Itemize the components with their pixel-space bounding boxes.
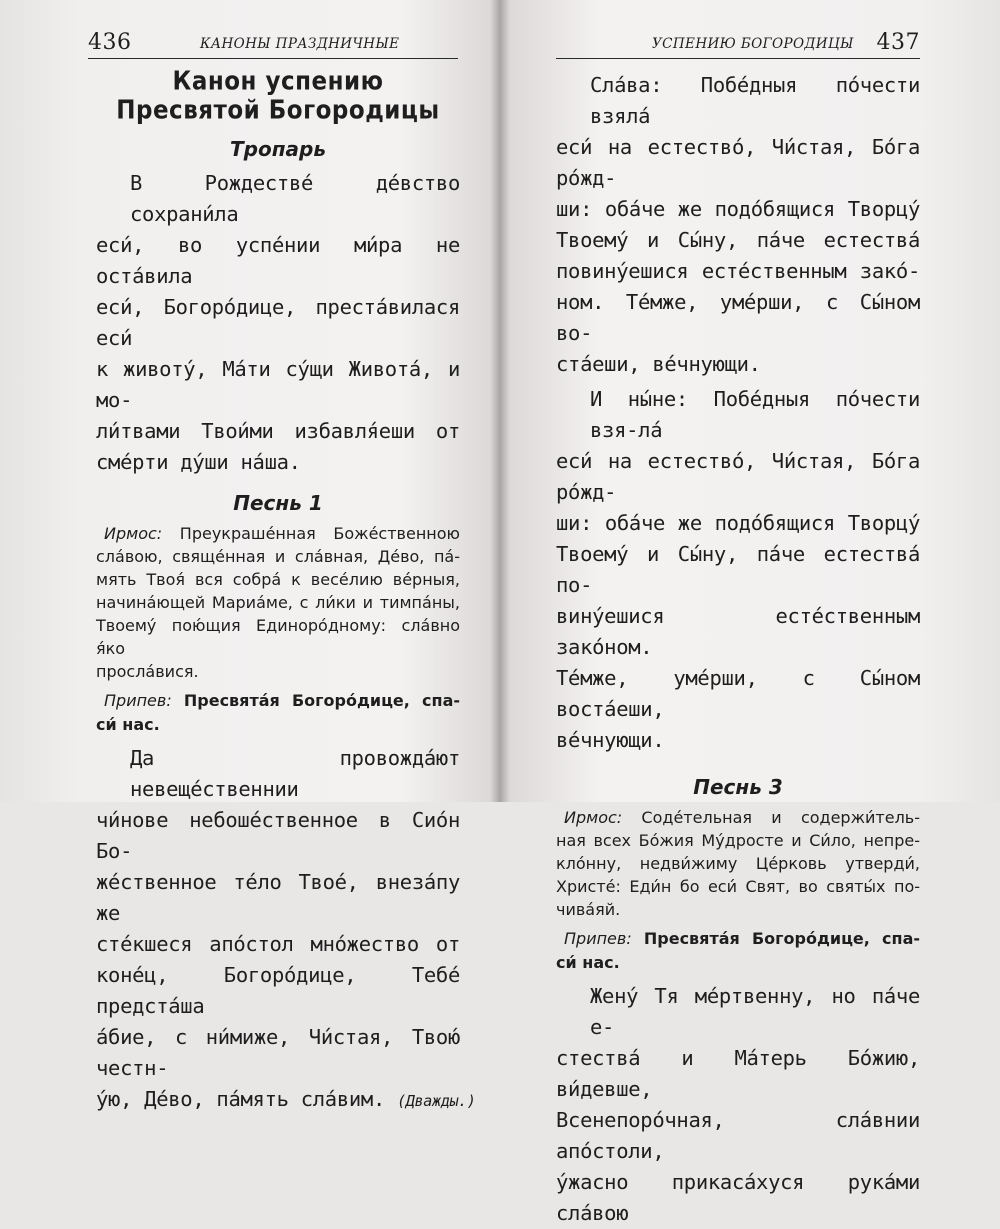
text-line: Твоему́ и Сы́ну, па́че естества́ по-	[556, 542, 920, 597]
text-line: Те́мже, уме́рши, с Сы́ном воста́еши,	[556, 666, 920, 721]
verse-song-1	[96, 743, 476, 1117]
left-page-number: 436	[88, 30, 132, 55]
left-text-column	[96, 66, 476, 1117]
right-running-title: УСПЕНИЮ БОГОРОДИЦЫ	[652, 36, 854, 52]
verse-song-3	[556, 981, 920, 1229]
song-3-heading: Песнь 3	[693, 775, 783, 799]
right-text-column	[556, 70, 920, 1229]
text-line: еси́ на естество́, Чи́стая, Бо́га ро́жд-	[556, 449, 920, 504]
right-page	[500, 0, 1000, 1225]
irmos-song-1	[96, 522, 460, 683]
text-line: вину́ешися есте́ственным зако́ном.	[556, 604, 920, 659]
refrain-text: си́ нас.	[556, 953, 620, 972]
text-line: ши: оба́че же подо́бящися Творцу́	[556, 511, 920, 535]
text-line: сме́рти ду́ши на́ша.	[96, 450, 301, 474]
refrain-text: Пресвята́я Богоро́дице, спа-	[631, 929, 920, 948]
text-line: мять Твоя́ вся собра́ к весе́лию ве́рныя,	[96, 570, 460, 589]
text-line: еси́, во успе́нии ми́ра не оста́вила	[96, 233, 460, 288]
text-line: ная всех Бо́жия Му́дросте и Си́ло, непре-	[556, 831, 920, 850]
text-line: кло́нну, недви́жиму Це́рковь утверди́,	[556, 854, 920, 873]
text-line: Соде́тельная и содержи́тель-	[622, 808, 920, 827]
text-line: Твоему́ пою́щия Единоро́дному: сла́вно я́ко	[96, 616, 460, 658]
refrain-text: Пресвята́я Богоро́дице, спа-	[171, 691, 460, 710]
text-line: начина́ющей Мариа́ме, с ли́ки и тимпа́ны,	[96, 593, 460, 612]
text-line: у́ю, Де́во, па́мять сла́вим.	[96, 1087, 386, 1111]
text-line: Да провожда́ют невеще́ственнии	[130, 746, 460, 801]
refrain-text: си́ нас.	[96, 715, 160, 734]
text-line: еси́, Богоро́дице, преста́вилася еси́	[96, 295, 460, 350]
canon-title	[96, 67, 460, 125]
text-line: коне́ц, Богоро́дице, Тебе́ предста́ша	[96, 963, 460, 1018]
text-line: Сла́ва: Побе́дныя по́чести взяла́	[590, 73, 920, 128]
now-and-ever-text	[556, 384, 920, 756]
canon-title-line: Пресвятой Богородицы	[116, 96, 440, 126]
irmos-label: Ирмос:	[104, 524, 163, 543]
text-line: еси́ на естество́, Чи́стая, Бо́га ро́жд-	[556, 135, 920, 190]
song-1-heading: Песнь 1	[233, 491, 323, 515]
text-line: у́жасно прикаса́хуся рука́ми сла́вою	[556, 1170, 920, 1225]
irmos-song-3	[556, 806, 920, 921]
text-line: ли́твами Твои́ми избавля́еши от	[96, 419, 460, 443]
right-page-number: 437	[876, 30, 920, 55]
text-line: а́бие, с ни́миже, Чи́стая, Твою́ честн-	[96, 1025, 460, 1080]
irmos-label: Ирмос:	[564, 808, 623, 827]
refrain-label: Припев:	[104, 691, 172, 710]
text-line: к животу́, Ма́ти су́щи Живота́, и мо-	[96, 357, 460, 412]
text-line: чи́нове небоше́ственное в Сио́н Бо-	[96, 808, 460, 863]
repeat-note: (Дважды.)	[397, 1092, 476, 1110]
text-line: стества́ и Ма́терь Бо́жию, ви́девше,	[556, 1046, 920, 1101]
refrain-song-1	[96, 689, 460, 737]
troparion-heading: Тропарь	[230, 137, 326, 161]
left-running-head	[88, 28, 458, 59]
text-line: сте́кшеся апо́стол мно́жество от	[96, 932, 460, 956]
text-line: Жену́ Тя ме́ртвенну, но па́че е-	[590, 984, 920, 1039]
left-running-title: КАНОНЫ ПРАЗДНИЧНЫЕ	[200, 36, 400, 52]
text-line: чива́яй.	[556, 900, 621, 919]
text-line: Всенепоро́чная, сла́внии апо́столи,	[556, 1108, 920, 1163]
text-line: Христе́: Еди́н бо еси́ Свят, во святы́х по-	[556, 877, 920, 896]
refrain-label: Припев:	[564, 929, 632, 948]
right-running-head	[556, 28, 920, 59]
refrain-song-3	[556, 927, 920, 975]
text-line: ста́еши, ве́чнующи.	[556, 352, 761, 376]
text-line: ном. Те́мже, уме́рши, с Сы́ном во-	[556, 290, 920, 345]
text-line: же́ственное те́ло Твое́, внеза́пу же	[96, 870, 460, 925]
text-line: Преукраше́нная Боже́ственною	[162, 524, 460, 543]
text-line: Твоему́ и Сы́ну, па́че естества́	[556, 228, 920, 252]
text-line: сла́вою, свяще́нная и сла́вная, Де́во, па́-	[96, 547, 460, 566]
canon-title-line: Канон успению	[172, 66, 384, 96]
text-line: просла́вися.	[96, 662, 199, 681]
left-page	[0, 0, 500, 1111]
glory-text	[556, 70, 920, 380]
troparion-text	[96, 168, 460, 478]
text-line: ши: оба́че же подо́бящися Творцу́	[556, 197, 920, 221]
text-line: повину́ешися есте́ственным зако́-	[556, 259, 920, 283]
text-line: ве́чнующи.	[556, 728, 665, 752]
text-line: В Рождестве́ де́вство сохрани́ла	[130, 171, 460, 226]
text-line: И ны́не: Побе́дныя по́чести взя-ла́	[590, 387, 920, 442]
